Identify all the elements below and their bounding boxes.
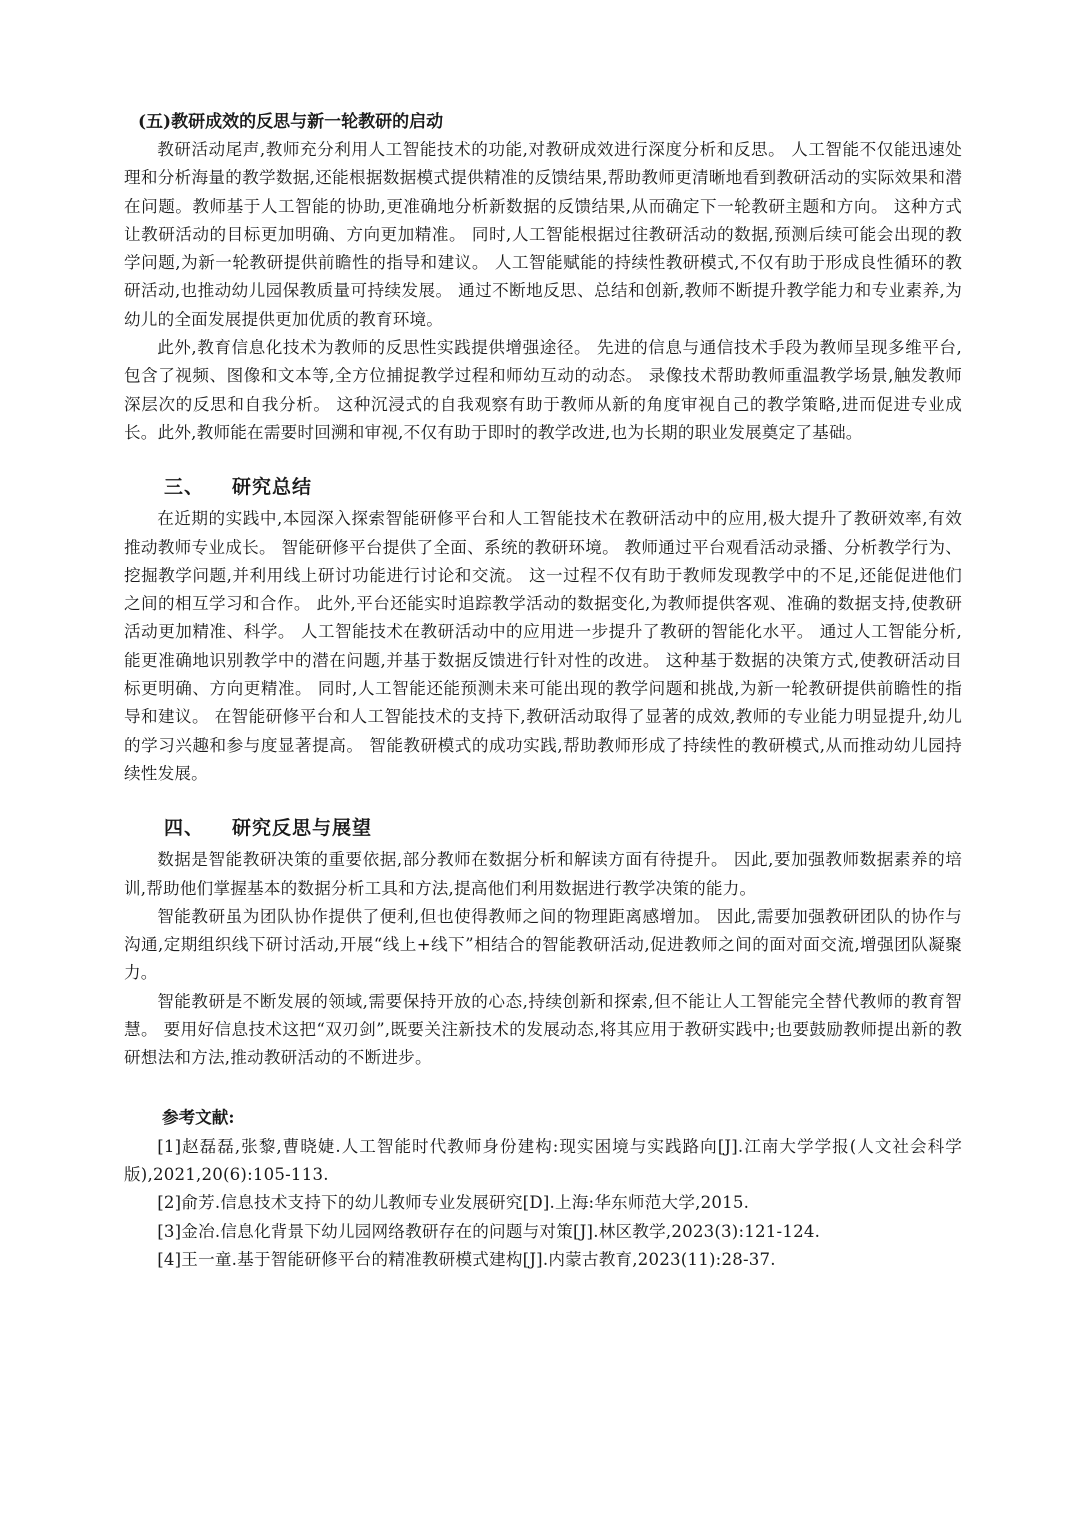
reference-item: [3]金冶.信息化背景下幼儿园网络教研存在的问题与对策[J].林区教学,2023(3):121-124. [157,1221,821,1241]
document-page [124,108,962,1274]
reference-item: [1]赵磊磊,张黎,曹晓婕.人工智能时代教师身份建构:现实困境与实践路向[J].江南大学学报(人文社会科学版),2021,20(6):105-113. [124,1136,962,1184]
section-heading-4 [124,814,962,842]
section-heading-3 [124,473,962,501]
paragraph: 数据是智能教研决策的重要依据,部分教师在数据分析和解读方面有待提升。 因此,要加强教师数据素养的培训,帮助他们掌握基本的数据分析工具和方法,提高他们利用数据进行教学决策的能力。 [124,850,962,898]
section-title: 研究反思与展望 [232,817,373,840]
references-title: 参考文献: [162,1106,235,1127]
reference-item: [2]俞芳.信息技术支持下的幼儿教师专业发展研究[D].上海:华东师范大学,2015. [157,1193,750,1213]
paragraph: 教研活动尾声,教师充分利用人工智能技术的功能,对教研成效进行深度分析和反思。 人工智能不仅能迅速处理和分析海量的教学数据,还能根据数据模式提供精准的反馈结果,帮助教师更清晰地看到教研活动的实际效果和潜在问题。教师基于人工智能的协助,更准确地分析新数据的反馈结果,从而确定下一轮教研主题和方向。 这种方式让教研活动的目标更加明确、方向更加精准。 同时,人工智能根据过往教研活动的数据,预测后续可能会出现的教学问题,为新一轮教研提供前瞻性的指导和建议。 人工智能赋能的持续性教研模式,不仅有助于形成良性循环的教研活动,也推动幼儿园保教质量可持续发展。 通过不断地反思、总结和创新,教师不断提升教学能力和专业素养,为幼儿的全面发展提供更加优质的教育环境。 [124,140,962,329]
paragraph: 智能教研是不断发展的领域,需要保持开放的心态,持续创新和探索,但不能让人工智能完全替代教师的教育智慧。 要用好信息技术这把“双刃剑”,既要关注新技术的发展动态,将其应用于教研实践中;也要鼓励教师提出新的教研想法和方法,推动教研活动的不断进步。 [124,991,962,1068]
section-number: 三、 [164,476,205,499]
paragraph: 智能教研虽为团队协作提供了便利,但也使得教师之间的物理距离感增加。 因此,需要加强教研团队的协作与沟通,定期组织线下研讨活动,开展“线上+线下”相结合的智能教研活动,促进教师之间的面对面交流,增强团队凝聚力。 [124,906,962,983]
section-title: 研究总结 [232,476,313,499]
subsection-heading-5: (五)教研成效的反思与新一轮教研的启动 [138,112,444,132]
paragraph: 在近期的实践中,本园深入探索智能研修平台和人工智能技术在教研活动中的应用,极大提升了教研效率,有效推动教师专业成长。 智能研修平台提供了全面、系统的教研环境。 教师通过平台观看活动录播、分析教学行为、挖掘教学问题,并利用线上研讨功能进行讨论和交流。 这一过程不仅有助于教师发现教学中的不足,还能促进他们之间的相互学习和合作。 此外,平台还能实时追踪教学活动的数据变化,为教师提供客观、准确的数据支持,使教研活动更加精准、科学。 人工智能技术在教研活动中的应用进一步提升了教研的智能化水平。 通过人工智能分析,能更准确地识别教学中的潜在问题,并基于数据反馈进行针对性的改进。 这种基于数据的决策方式,使教研活动目标更明确、方向更精准。 同时,人工智能还能预测未来可能出现的教学问题和挑战,为新一轮教研提供前瞻性的指导和建议。 在智能研修平台和人工智能技术的支持下,教研活动取得了显著的成效,教师的专业能力明显提升,幼儿的学习兴趣和参与度显著提高。 智能教研模式的成功实践,帮助教师形成了持续性的教研模式,从而推动幼儿园持续性发展。 [124,509,962,783]
reference-item: [4]王一童.基于智能研修平台的精准教研模式建构[J].内蒙古教育,2023(11):28-37. [157,1249,776,1269]
section-number: 四、 [164,817,205,840]
paragraph: 此外,教育信息化技术为教师的反思性实践提供增强途径。 先进的信息与通信技术手段为教师呈现多维平台,包含了视频、图像和文本等,全方位捕捉教学过程和师幼互动的动态。 录像技术帮助教师重温教学场景,触发教师深层次的反思和自我分析。 这种沉浸式的自我观察有助于教师从新的角度审视自己的教学策略,进而促进专业成长。此外,教师能在需要时回溯和审视,不仅有助于即时的教学改进,也为长期的职业发展奠定了基础。 [124,338,962,442]
